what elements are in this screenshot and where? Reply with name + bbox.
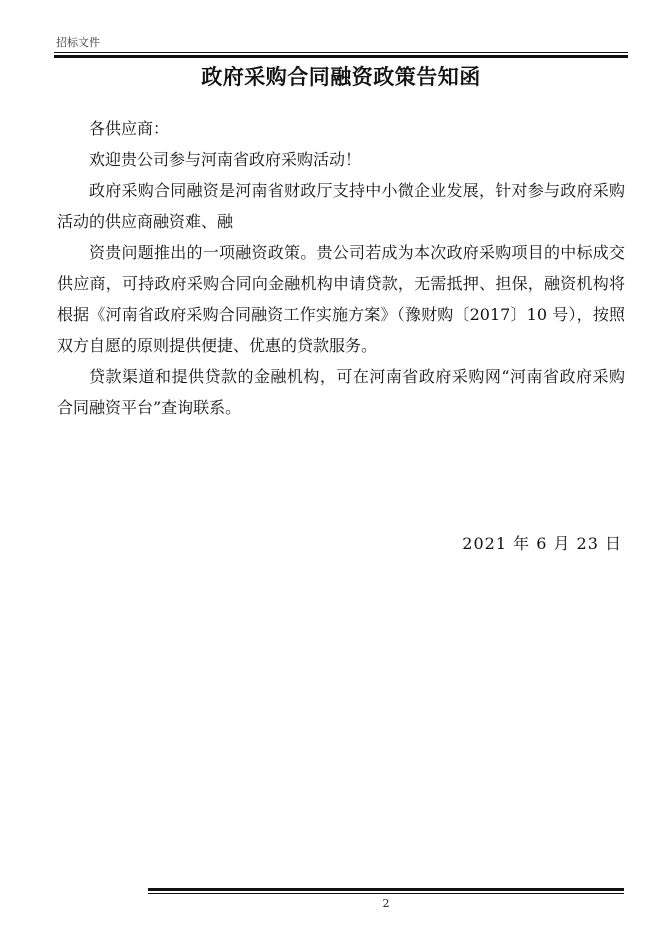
paragraph-contact: 贷款渠道和提供贷款的金融机构，可在河南省政府采购网“河南省政府采购合同融资平台”查询联系。 (57, 367, 625, 417)
header-rule-thin (54, 52, 628, 53)
header-label: 招标文件 (56, 36, 100, 49)
document-title: 政府采购合同融资政策告知函 (201, 64, 481, 89)
footer-rule-thick (148, 888, 624, 891)
letter-date: 2021 年 6 月 23 日 (462, 534, 622, 553)
page-number: 2 (382, 897, 390, 910)
paragraph-policy-detail: 资贵问题推出的一项融资政策。贵公司若成为本次政府采购项目的中标成交供应商，可持政府采购合同向金融机构申请贷款，无需抵押、担保，融资机构将根据《河南省政府采购合同融资工作实施方案》（豫财购〔2017〕10 号），按照双方自愿的原则提供便捷、优惠的贷款服务。 (57, 243, 625, 355)
paragraph-welcome: 欢迎贵公司参与河南省政府采购活动！ (89, 150, 362, 169)
letter-body (57, 113, 625, 423)
salutation: 各供应商： (89, 119, 170, 138)
footer-rule-thin (148, 893, 624, 894)
paragraph-policy-intro: 政府采购合同融资是河南省财政厅支持中小微企业发展，针对参与政府采购活动的供应商融资难、融 (57, 181, 625, 231)
header-rule-thick (54, 55, 628, 58)
